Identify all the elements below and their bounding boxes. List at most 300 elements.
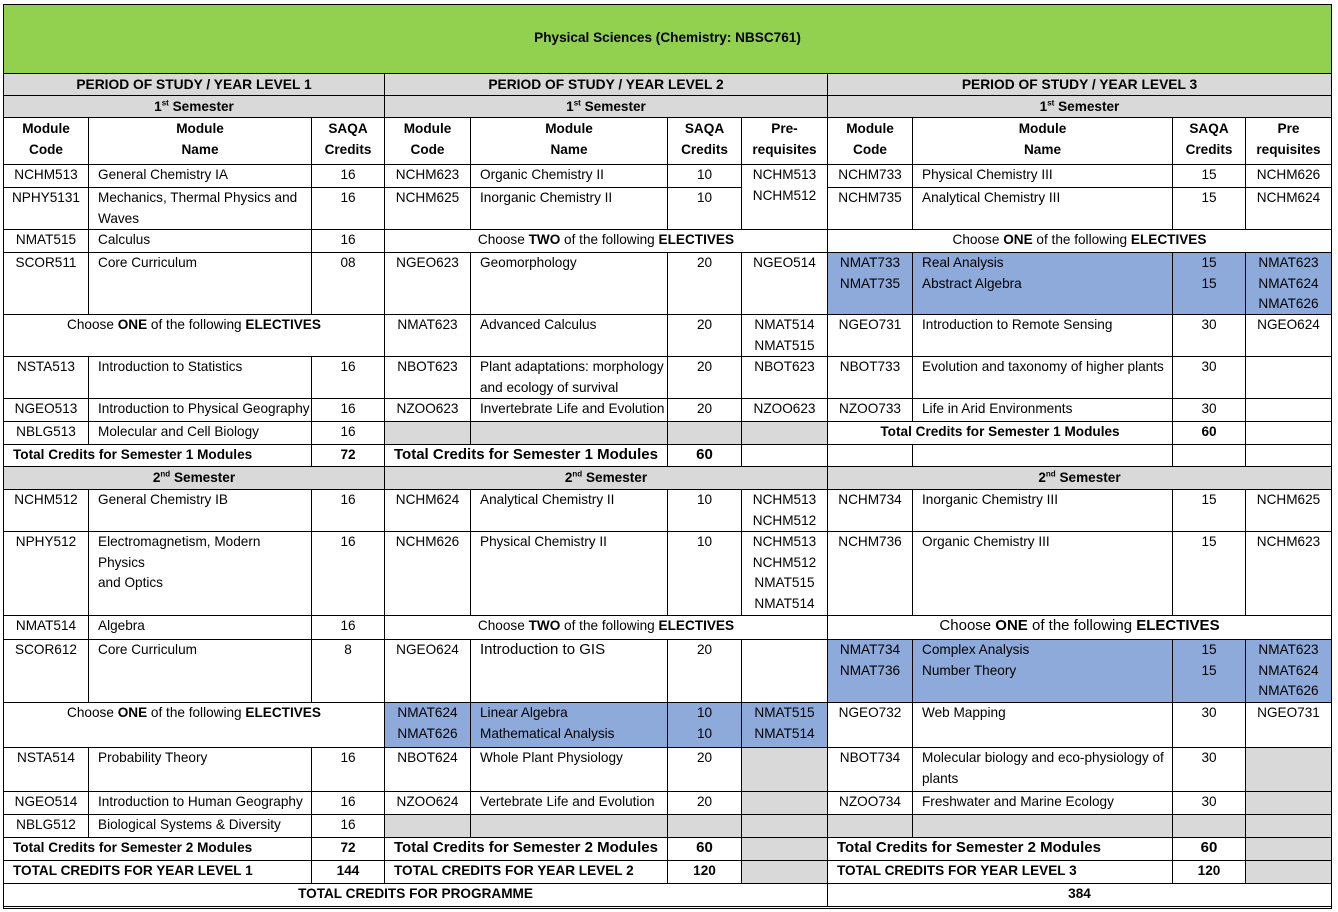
module-credits-text: 16 xyxy=(340,750,356,765)
module-credits xyxy=(668,315,742,357)
year2-s2-total-label-text: Total Credits for Semester 2 Modules xyxy=(394,839,658,856)
empty-cell xyxy=(471,422,668,445)
module-prerequisites-text: NMAT514 NMAT515 xyxy=(754,317,815,353)
empty-cell xyxy=(742,861,828,884)
module-prerequisites xyxy=(742,748,828,792)
module-prerequisites xyxy=(1246,188,1332,230)
module-name xyxy=(913,315,1173,357)
module-code-text: NZOO623 xyxy=(396,401,459,416)
module-name xyxy=(471,532,668,616)
year2-s2-total-value xyxy=(668,838,742,861)
module-credits xyxy=(312,792,385,815)
module-credits-text: 16 xyxy=(340,190,356,205)
semester-word: Semester xyxy=(1054,99,1120,114)
module-code xyxy=(385,315,471,357)
elective-word: ELECTIVES xyxy=(658,618,735,633)
module-name xyxy=(89,748,312,792)
module-name-text: Freshwater and Marine Ecology xyxy=(922,794,1114,809)
module-credits xyxy=(1173,399,1246,422)
module-credits-text: 15 15 xyxy=(1201,642,1217,678)
module-code-text: NGEO732 xyxy=(838,705,902,720)
elective-word: ELECTIVES xyxy=(245,317,321,332)
module-credits xyxy=(668,253,742,315)
module-name xyxy=(471,703,668,748)
module-code-text: NBLG513 xyxy=(16,424,76,439)
module-credits xyxy=(312,640,385,703)
module-prerequisites-text: NMAT515 NMAT514 xyxy=(754,705,815,741)
module-credits-text: 08 xyxy=(340,255,356,270)
elective-middle: of the following xyxy=(147,317,246,332)
module-prerequisites-text: NMAT623 NMAT624 NMAT626 xyxy=(1258,255,1319,311)
column-header-credits xyxy=(1173,118,1246,165)
year3-s2-total-value-text: 60 xyxy=(1200,839,1218,856)
module-code xyxy=(4,490,89,532)
module-credits xyxy=(1173,315,1246,357)
column-header-code-text: Module Code xyxy=(403,121,452,157)
module-prerequisites xyxy=(742,315,828,357)
year2-s1-elective-note xyxy=(385,230,828,253)
module-name-text: Electromagnetism, Modern Physics and Optics xyxy=(98,534,261,590)
year1-header-text: PERIOD OF STUDY / YEAR LEVEL 1 xyxy=(76,77,312,92)
module-name-text: Evolution and taxonomy of higher plants xyxy=(922,359,1164,374)
module-credits xyxy=(312,230,385,253)
page-title-text: Physical Sciences (Chemistry: NBSC761) xyxy=(534,30,801,45)
module-name xyxy=(471,640,668,703)
year2-total-value xyxy=(668,861,742,884)
elective-prefix: Choose xyxy=(952,232,1004,247)
year1-s2-total-label xyxy=(4,838,312,861)
programme-total-label xyxy=(4,884,828,907)
module-code xyxy=(385,357,471,399)
module-credits-text: 16 xyxy=(340,167,356,182)
module-name xyxy=(913,703,1173,748)
empty-cell xyxy=(668,422,742,445)
year2-semester2 xyxy=(385,467,828,490)
year1-semester1 xyxy=(4,96,385,118)
module-credits xyxy=(668,399,742,422)
module-credits xyxy=(668,357,742,399)
module-name-text: Plant adaptations: morphology and ecology of survival xyxy=(480,359,664,395)
module-code xyxy=(828,792,913,815)
module-code-text: NCHM736 xyxy=(838,534,902,549)
empty-cell xyxy=(385,422,471,445)
semester-ordinal: nd xyxy=(1045,469,1056,479)
column-header-code xyxy=(828,118,913,165)
module-prerequisites-text: NCHM625 xyxy=(1256,492,1321,507)
module-credits xyxy=(1173,357,1246,399)
year3-header-text: PERIOD OF STUDY / YEAR LEVEL 3 xyxy=(961,77,1198,92)
module-prerequisites xyxy=(1246,399,1332,422)
module-code-text: NSTA514 xyxy=(17,750,75,765)
module-name xyxy=(89,188,312,230)
module-code xyxy=(4,253,89,315)
module-prerequisites-text: NGEO731 xyxy=(1257,705,1320,720)
module-name-text: Molecular and Cell Biology xyxy=(98,424,259,439)
column-header-credits-text: SAQA Credits xyxy=(324,121,372,157)
module-name-text: Molecular biology and eco-physiology of plants xyxy=(922,750,1164,786)
year2-s1-total-label xyxy=(385,445,668,467)
module-code-text: NGEO731 xyxy=(838,317,902,332)
column-header-code-text: Module Code xyxy=(22,121,70,157)
year1-s1-total-value-text: 72 xyxy=(340,447,356,462)
semester-number: 1 xyxy=(566,99,574,114)
year3-s1-total-label xyxy=(828,422,1173,445)
elective-count: ONE xyxy=(1003,232,1033,247)
year3-s2-elective-note xyxy=(828,616,1332,640)
column-header-prereq-y3 xyxy=(1246,118,1332,165)
module-code xyxy=(385,490,471,532)
year1-s1-total-label xyxy=(4,445,312,467)
module-code-text: NGEO624 xyxy=(396,642,459,657)
module-credits-text: 30 xyxy=(1201,750,1217,765)
module-code-text: NBOT624 xyxy=(397,750,458,765)
module-code xyxy=(828,748,913,792)
module-code-text: NCHM734 xyxy=(838,492,902,507)
year1-total-label-text: TOTAL CREDITS FOR YEAR LEVEL 1 xyxy=(13,863,253,878)
module-name xyxy=(471,490,668,532)
year3-total-value-text: 120 xyxy=(1197,863,1221,878)
empty-cell xyxy=(742,838,828,861)
module-code xyxy=(828,357,913,399)
module-credits-text: 20 xyxy=(696,255,713,270)
module-prerequisites xyxy=(742,490,828,532)
year2-s1-total-value xyxy=(668,445,742,467)
module-code-text: NMAT734 NMAT736 xyxy=(839,642,901,678)
elective-count: ONE xyxy=(117,705,148,720)
module-code-text: NGEO623 xyxy=(396,255,459,270)
module-name xyxy=(471,253,668,315)
module-name xyxy=(471,748,668,792)
module-prerequisites-text: NCHM513 NCHM512 xyxy=(752,167,817,203)
year1-s2-total-label-text: Total Credits for Semester 2 Modules xyxy=(13,840,253,855)
year1-s2-total-value-text: 72 xyxy=(340,840,356,855)
module-name xyxy=(89,792,312,815)
elective-word: ELECTIVES xyxy=(1136,617,1220,634)
year2-header-text: PERIOD OF STUDY / YEAR LEVEL 2 xyxy=(488,77,724,92)
module-credits-text: 30 xyxy=(1201,317,1217,332)
module-prerequisites xyxy=(742,792,828,815)
module-name-text: Calculus xyxy=(98,232,151,247)
module-credits xyxy=(668,490,742,532)
module-prerequisites-text: NMAT623 NMAT624 NMAT626 xyxy=(1258,642,1319,698)
programme-total-label-text: TOTAL CREDITS FOR PROGRAMME xyxy=(298,886,533,901)
module-name-text: Web Mapping xyxy=(922,705,1006,720)
module-name-text: Introduction to Statistics xyxy=(98,359,243,374)
module-prerequisites xyxy=(1246,315,1332,357)
module-code xyxy=(385,188,471,230)
year2-total-label-text: TOTAL CREDITS FOR YEAR LEVEL 2 xyxy=(394,863,634,878)
module-name xyxy=(89,616,312,640)
module-name-text: Algebra xyxy=(98,618,145,633)
column-header-code-text: Module Code xyxy=(846,121,894,157)
year2-semester1 xyxy=(385,96,828,118)
module-code-text: NMAT623 xyxy=(397,317,458,332)
module-name xyxy=(471,357,668,399)
module-name-text: Life in Arid Environments xyxy=(922,401,1073,416)
module-code xyxy=(828,253,913,315)
empty-cell xyxy=(668,815,742,838)
year3-s1-total-value xyxy=(1173,422,1246,445)
module-prerequisites xyxy=(1246,165,1332,188)
module-code-text: NSTA513 xyxy=(17,359,75,374)
semester-number: 1 xyxy=(1039,99,1048,114)
module-code xyxy=(4,399,89,422)
column-header-credits-text: SAQA Credits xyxy=(681,121,728,157)
semester-number: 2 xyxy=(152,470,161,485)
module-code xyxy=(4,792,89,815)
elective-count: TWO xyxy=(528,232,561,247)
module-code-text: NZOO624 xyxy=(396,794,459,809)
semester-ordinal: st xyxy=(1047,98,1055,108)
module-name-text: Complex Analysis Number Theory xyxy=(922,642,1030,678)
module-name-text: Whole Plant Physiology xyxy=(480,750,623,765)
module-prerequisites-text: NBOT623 xyxy=(754,359,815,374)
column-header-name-text: Module Name xyxy=(176,121,224,157)
year3-s1-total-label-text: Total Credits for Semester 1 Modules xyxy=(880,424,1120,439)
module-name-text: Real Analysis Abstract Algebra xyxy=(922,255,1022,291)
elective-middle: of the following xyxy=(1032,232,1131,247)
module-name-text: Geomorphology xyxy=(480,255,577,270)
module-credits-text: 16 xyxy=(340,359,356,374)
module-name-text: Physical Chemistry III xyxy=(922,167,1053,182)
module-prerequisites xyxy=(1246,748,1332,792)
module-credits xyxy=(312,815,385,838)
module-credits-text: 10 10 xyxy=(696,705,713,741)
column-header-name xyxy=(471,118,668,165)
semester-ordinal: nd xyxy=(160,469,171,479)
module-name-text: Core Curriculum xyxy=(98,255,197,270)
module-code xyxy=(4,748,89,792)
module-prerequisites xyxy=(1246,703,1332,748)
page-title xyxy=(4,5,1332,74)
module-code xyxy=(4,230,89,253)
module-name-text: Biological Systems & Diversity xyxy=(98,817,281,832)
module-credits-text: 16 xyxy=(340,794,356,809)
year2-s1-total-label-text: Total Credits for Semester 1 Modules xyxy=(394,446,658,463)
empty-cell xyxy=(385,815,471,838)
module-name-text: Mechanics, Thermal Physics and Waves xyxy=(98,190,298,226)
module-credits-text: 16 xyxy=(340,401,356,416)
module-credits xyxy=(312,253,385,315)
module-code xyxy=(828,188,913,230)
module-credits xyxy=(668,188,742,230)
empty-cell xyxy=(1173,815,1246,838)
module-name xyxy=(471,188,668,230)
module-credits-text: 20 xyxy=(696,750,713,765)
module-credits xyxy=(668,532,742,616)
module-credits xyxy=(312,188,385,230)
elective-count: ONE xyxy=(995,617,1028,634)
semester-word: Semester xyxy=(580,99,646,114)
empty-cell xyxy=(828,445,913,467)
empty-cell xyxy=(1173,445,1246,467)
module-name xyxy=(913,165,1173,188)
empty-cell xyxy=(742,445,828,467)
module-credits-text: 15 xyxy=(1201,167,1217,182)
module-code-text: NGEO513 xyxy=(14,401,78,416)
year3-s1-elective-note xyxy=(828,230,1332,253)
module-name-text: Introduction to GIS xyxy=(480,641,606,658)
module-credits xyxy=(312,357,385,399)
year3-total-label xyxy=(828,861,1173,884)
year1-s1-total-label-text: Total Credits for Semester 1 Modules xyxy=(13,447,253,462)
module-name-text: Vertebrate Life and Evolution xyxy=(480,794,655,809)
module-credits-text: 8 xyxy=(344,642,352,657)
module-credits xyxy=(668,640,742,703)
module-credits-text: 20 xyxy=(696,317,713,332)
module-credits xyxy=(1173,253,1246,315)
module-prerequisites-text: NCHM513 NCHM512 xyxy=(752,492,817,528)
module-credits-text: 10 xyxy=(696,167,713,182)
module-name xyxy=(89,640,312,703)
year2-total-label xyxy=(385,861,668,884)
year2-s2-elective-note xyxy=(385,616,828,640)
elective-word: ELECTIVES xyxy=(1130,232,1207,247)
module-code-text: NMAT514 xyxy=(15,618,77,633)
module-code xyxy=(385,165,471,188)
column-header-prereq-y2-text: Pre- requisites xyxy=(752,121,817,157)
module-prerequisites-text: NGEO624 xyxy=(1257,317,1320,332)
module-name-text: Probability Theory xyxy=(98,750,208,765)
module-credits-text: 16 xyxy=(340,492,356,507)
empty-cell xyxy=(1246,422,1332,445)
column-header-prereq-y2 xyxy=(742,118,828,165)
module-name-text: General Chemistry IB xyxy=(98,492,228,507)
module-credits xyxy=(1173,748,1246,792)
module-prerequisites xyxy=(1246,357,1332,399)
module-code xyxy=(828,490,913,532)
module-code-text: NBLG512 xyxy=(16,817,76,832)
module-prerequisites xyxy=(742,357,828,399)
module-code-text: NGEO514 xyxy=(14,794,78,809)
module-name xyxy=(89,253,312,315)
module-credits-text: 10 xyxy=(696,190,713,205)
semester-word: Semester xyxy=(582,470,648,485)
module-name-text: Analytical Chemistry II xyxy=(480,492,615,507)
module-name-text: Organic Chemistry III xyxy=(922,534,1050,549)
semester-ordinal: nd xyxy=(572,469,583,479)
elective-middle: of the following xyxy=(1027,617,1137,634)
module-code xyxy=(385,640,471,703)
module-name xyxy=(471,792,668,815)
semester-number: 1 xyxy=(154,99,162,114)
module-code xyxy=(4,422,89,445)
empty-cell xyxy=(742,422,828,445)
module-code-text: NBOT623 xyxy=(397,359,458,374)
module-name-text: General Chemistry IA xyxy=(98,167,228,182)
year3-semester1 xyxy=(828,96,1332,118)
module-code xyxy=(385,532,471,616)
year1-s2-total-value xyxy=(312,838,385,861)
module-code xyxy=(828,165,913,188)
year3-s2-total-label-text: Total Credits for Semester 2 Modules xyxy=(837,839,1101,856)
elective-word: ELECTIVES xyxy=(658,232,735,247)
module-code-text: NCHM624 xyxy=(395,492,460,507)
module-prerequisites-text: NCHM513 NCHM512 NMAT515 NMAT514 xyxy=(752,534,817,611)
column-header-name-text: Module Name xyxy=(1018,121,1067,157)
module-name xyxy=(89,532,312,616)
year1-total-label xyxy=(4,861,312,884)
module-prerequisites-text: NGEO514 xyxy=(753,255,816,270)
year3-total-label-text: TOTAL CREDITS FOR YEAR LEVEL 3 xyxy=(837,863,1077,878)
year2-s2-total-label xyxy=(385,838,668,861)
module-name xyxy=(913,640,1173,703)
module-credits xyxy=(668,748,742,792)
module-credits-text: 20 xyxy=(696,401,713,416)
module-code xyxy=(4,532,89,616)
module-code-text: NCHM626 xyxy=(395,534,460,549)
semester-ordinal: st xyxy=(573,98,581,108)
module-code xyxy=(828,399,913,422)
module-code xyxy=(4,357,89,399)
module-credits-text: 30 xyxy=(1201,401,1217,416)
module-name-text: Organic Chemistry II xyxy=(480,167,604,182)
module-name-text: Inorganic Chemistry III xyxy=(922,492,1058,507)
module-name-text: Analytical Chemistry III xyxy=(922,190,1061,205)
module-prerequisites xyxy=(742,399,828,422)
empty-cell xyxy=(913,815,1173,838)
module-code xyxy=(385,399,471,422)
module-name-text: Introduction to Remote Sensing xyxy=(922,317,1113,332)
module-code xyxy=(4,815,89,838)
year3-s2-total-value xyxy=(1173,838,1246,861)
module-credits-text: 30 xyxy=(1201,359,1217,374)
year1-s1-elective-note xyxy=(4,315,385,357)
module-name-text: Invertebrate Life and Evolution xyxy=(480,401,665,416)
module-credits xyxy=(1173,188,1246,230)
column-header-credits-text: SAQA Credits xyxy=(1185,121,1233,157)
module-prerequisites xyxy=(742,253,828,315)
module-code-text: NCHM735 xyxy=(838,190,902,205)
module-credits xyxy=(1173,490,1246,532)
year1-total-value-text: 144 xyxy=(336,863,360,878)
module-code-text: NZOO734 xyxy=(839,794,901,809)
module-name xyxy=(913,399,1173,422)
empty-cell xyxy=(1246,445,1332,467)
module-code xyxy=(828,640,913,703)
module-prerequisites xyxy=(742,532,828,616)
year3-semester2 xyxy=(828,467,1332,490)
module-name-text: Introduction to Physical Geography xyxy=(98,401,310,416)
elective-middle: of the following xyxy=(147,705,246,720)
module-code-text: NBOT734 xyxy=(839,750,901,765)
module-prerequisites-text: NZOO623 xyxy=(753,401,816,416)
module-code xyxy=(828,315,913,357)
programme-total-value-text: 384 xyxy=(1068,886,1091,901)
empty-cell xyxy=(1246,838,1332,861)
year3-header xyxy=(828,74,1332,96)
column-header-credits xyxy=(312,118,385,165)
module-credits-text: 20 xyxy=(696,642,713,657)
module-name xyxy=(471,165,668,188)
module-code-text: NBOT733 xyxy=(839,359,901,374)
semester-ordinal: st xyxy=(161,98,169,108)
module-credits-text: 16 xyxy=(340,817,356,832)
module-code-text: SCOR612 xyxy=(15,642,77,657)
column-header-prereq-y3-text: Pre requisites xyxy=(1256,121,1321,157)
module-code-text: NCHM623 xyxy=(395,167,460,182)
module-credits-text: 15 xyxy=(1201,534,1217,549)
module-name xyxy=(913,748,1173,792)
empty-cell xyxy=(913,445,1173,467)
column-header-credits xyxy=(668,118,742,165)
module-code-text: NPHY5131 xyxy=(11,190,80,205)
year1-total-value xyxy=(312,861,385,884)
module-name xyxy=(471,399,668,422)
module-credits-text: 10 xyxy=(696,492,713,507)
elective-count: ONE xyxy=(117,317,148,332)
module-credits xyxy=(1173,165,1246,188)
